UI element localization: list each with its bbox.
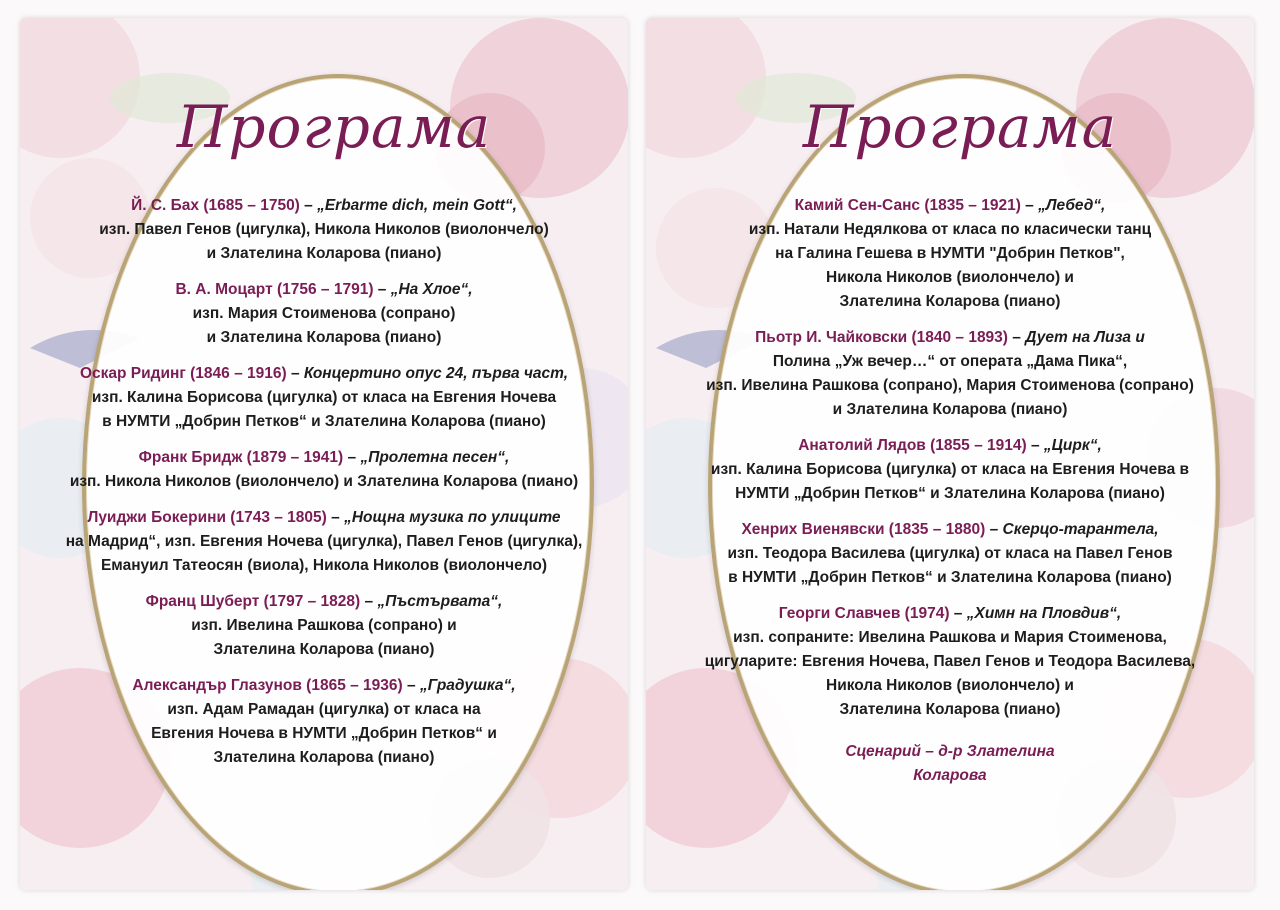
performer-line: изп. Теодора Василева (цигулка) от класа на Павел Генов bbox=[727, 545, 1173, 562]
program-entry bbox=[646, 194, 1254, 314]
right-page bbox=[646, 18, 1254, 890]
performer-line: на Мадрид“, изп. Евгения Ночева (цигулка), Павел Генов (цигулка), bbox=[65, 533, 583, 550]
entry-heading bbox=[20, 362, 628, 386]
separator: – bbox=[1007, 329, 1026, 346]
performer-line: на Галина Гешева в НУМТИ "Добрин Петков", bbox=[775, 245, 1125, 262]
composer-name: Луиджи Бокерини (1743 – 1805) bbox=[87, 509, 327, 526]
page-title: Програма bbox=[176, 93, 492, 161]
work-title: „Пролетна песен“, bbox=[360, 449, 510, 466]
program-entry bbox=[20, 506, 628, 578]
program-entry bbox=[20, 194, 628, 266]
composer-name: Георги Славчев (1974) bbox=[778, 605, 950, 622]
entry-heading bbox=[646, 518, 1254, 542]
entry-heading bbox=[646, 326, 1254, 350]
program-list bbox=[20, 194, 628, 782]
entry-heading bbox=[20, 674, 628, 698]
performer-line: изп. Ивелина Рашкова (сопрано) и bbox=[191, 617, 457, 634]
performer-line: цигуларите: Евгения Ночева, Павел Генов и Теодора Василева, bbox=[704, 653, 1196, 670]
composer-name: Оскар Ридинг (1846 – 1916) bbox=[79, 365, 287, 382]
program-entry bbox=[646, 434, 1254, 506]
performer-line: и Злателина Коларова (пиано) bbox=[206, 245, 442, 262]
program-entry bbox=[20, 674, 628, 770]
page-title: Програма bbox=[802, 93, 1118, 161]
work-title: „Erbarme dich, mein Gott“, bbox=[317, 197, 517, 214]
composer-name: Франц Шуберт (1797 – 1828) bbox=[145, 593, 361, 610]
separator: – bbox=[1020, 197, 1039, 214]
program-entry bbox=[646, 326, 1254, 422]
performer-line: изп. Калина Борисова (цигулка) от класа на Евгения Ночева bbox=[91, 389, 557, 406]
composer-name: Хенрих Виенявски (1835 – 1880) bbox=[741, 521, 986, 538]
composer-name: Франк Бридж (1879 – 1941) bbox=[138, 449, 344, 466]
performer-line: изп. Павел Генов (цигулка), Никола Николов (виолончело) bbox=[99, 221, 549, 238]
work-title: Дует на Лиза и bbox=[1025, 329, 1145, 346]
entry-heading bbox=[646, 434, 1254, 458]
performer-line: и Злателина Коларова (пиано) bbox=[206, 329, 442, 346]
performer-line: изп. Никола Николов (виолончело) и Злателина Коларова (пиано) bbox=[69, 473, 579, 490]
performer-line: и Злателина Коларова (пиано) bbox=[832, 401, 1068, 418]
program-entry bbox=[20, 278, 628, 350]
work-title: „Цирк“, bbox=[1043, 437, 1102, 454]
program-list bbox=[646, 194, 1254, 788]
performer-line: изп. Ивелина Рашкова (сопрано), Мария Стоименова (сопрано) bbox=[706, 377, 1194, 394]
work-title: „Пъстървата“, bbox=[377, 593, 503, 610]
performer-line: Злателина Коларова (пиано) bbox=[213, 641, 435, 658]
performer-line: Злателина Коларова (пиано) bbox=[213, 749, 435, 766]
composer-name: Пьотр И. Чайковски (1840 – 1893) bbox=[755, 329, 1008, 346]
composer-name: Й. С. Бах (1685 – 1750) bbox=[131, 197, 300, 214]
separator: – bbox=[1026, 437, 1044, 454]
performer-line: Злателина Коларова (пиано) bbox=[839, 293, 1061, 310]
entry-heading bbox=[20, 278, 628, 302]
separator: – bbox=[326, 509, 345, 526]
credit-line: Сценарий – д-р Злателина bbox=[845, 743, 1055, 760]
performer-line: Емануил Татеосян (виола), Никола Николов (виолончело) bbox=[100, 557, 548, 574]
performer-line: изп. Калина Борисова (цигулка) от класа на Евгения Ночева в bbox=[710, 461, 1190, 478]
separator: – bbox=[373, 281, 391, 298]
program-entry bbox=[20, 446, 628, 494]
work-title: Скерцо-тарантела, bbox=[1002, 521, 1159, 538]
performer-line: Евгения Ночева в НУМТИ „Добрин Петков“ и bbox=[151, 725, 497, 742]
composer-name: Александър Глазунов (1865 – 1936) bbox=[132, 677, 403, 694]
work-title: „На Хлое“, bbox=[390, 281, 473, 298]
separator: – bbox=[402, 677, 420, 694]
performer-line: в НУМТИ „Добрин Петков“ и Злателина Коларова (пиано) bbox=[728, 569, 1172, 586]
program-entry bbox=[20, 362, 628, 434]
work-title: „Нощна музика по улиците bbox=[344, 509, 561, 526]
separator: – bbox=[286, 365, 304, 382]
credit-line: Коларова bbox=[913, 767, 987, 784]
entry-heading bbox=[20, 590, 628, 614]
performer-line: Полина „Уж вечер…“ от операта „Дама Пика“, bbox=[772, 353, 1128, 370]
separator: – bbox=[360, 593, 378, 610]
performer-line: изп. Адам Рамадан (цигулка) от класа на bbox=[167, 701, 481, 718]
work-title: „Градушка“, bbox=[419, 677, 516, 694]
entry-heading bbox=[20, 446, 628, 470]
performer-line: изп. сопраните: Ивелина Рашкова и Мария Стоименова, bbox=[733, 629, 1167, 646]
work-title: „Химн на Пловдив“, bbox=[966, 605, 1122, 622]
work-title: „Лебед“, bbox=[1038, 197, 1106, 214]
script-credit bbox=[646, 740, 1254, 788]
performer-line: изп. Мария Стоименова (сопрано) bbox=[192, 305, 456, 322]
performer-line: Никола Николов (виолончело) и bbox=[826, 677, 1074, 694]
performer-line: Злателина Коларова (пиано) bbox=[839, 701, 1061, 718]
entry-heading bbox=[20, 194, 628, 218]
composer-name: Камий Сен-Санс (1835 – 1921) bbox=[794, 197, 1021, 214]
program-entry bbox=[646, 518, 1254, 590]
entry-heading bbox=[20, 506, 628, 530]
work-title: Концертино опус 24, първа част, bbox=[303, 365, 569, 382]
separator: – bbox=[949, 605, 967, 622]
left-page bbox=[20, 18, 628, 890]
separator: – bbox=[985, 521, 1003, 538]
performer-line: НУМТИ „Добрин Петков“ и Злателина Коларова (пиано) bbox=[735, 485, 1165, 502]
composer-name: В. А. Моцарт (1756 – 1791) bbox=[175, 281, 374, 298]
separator: – bbox=[299, 197, 318, 214]
program-entry bbox=[646, 602, 1254, 722]
performer-line: Никола Николов (виолончело) и bbox=[826, 269, 1074, 286]
composer-name: Анатолий Лядов (1855 – 1914) bbox=[798, 437, 1027, 454]
program-entry bbox=[20, 590, 628, 662]
entry-heading bbox=[646, 602, 1254, 626]
entry-heading bbox=[646, 194, 1254, 218]
performer-line: изп. Натали Недялкова от класа по класически танц bbox=[748, 221, 1152, 238]
performer-line: в НУМТИ „Добрин Петков“ и Злателина Коларова (пиано) bbox=[102, 413, 546, 430]
separator: – bbox=[343, 449, 361, 466]
